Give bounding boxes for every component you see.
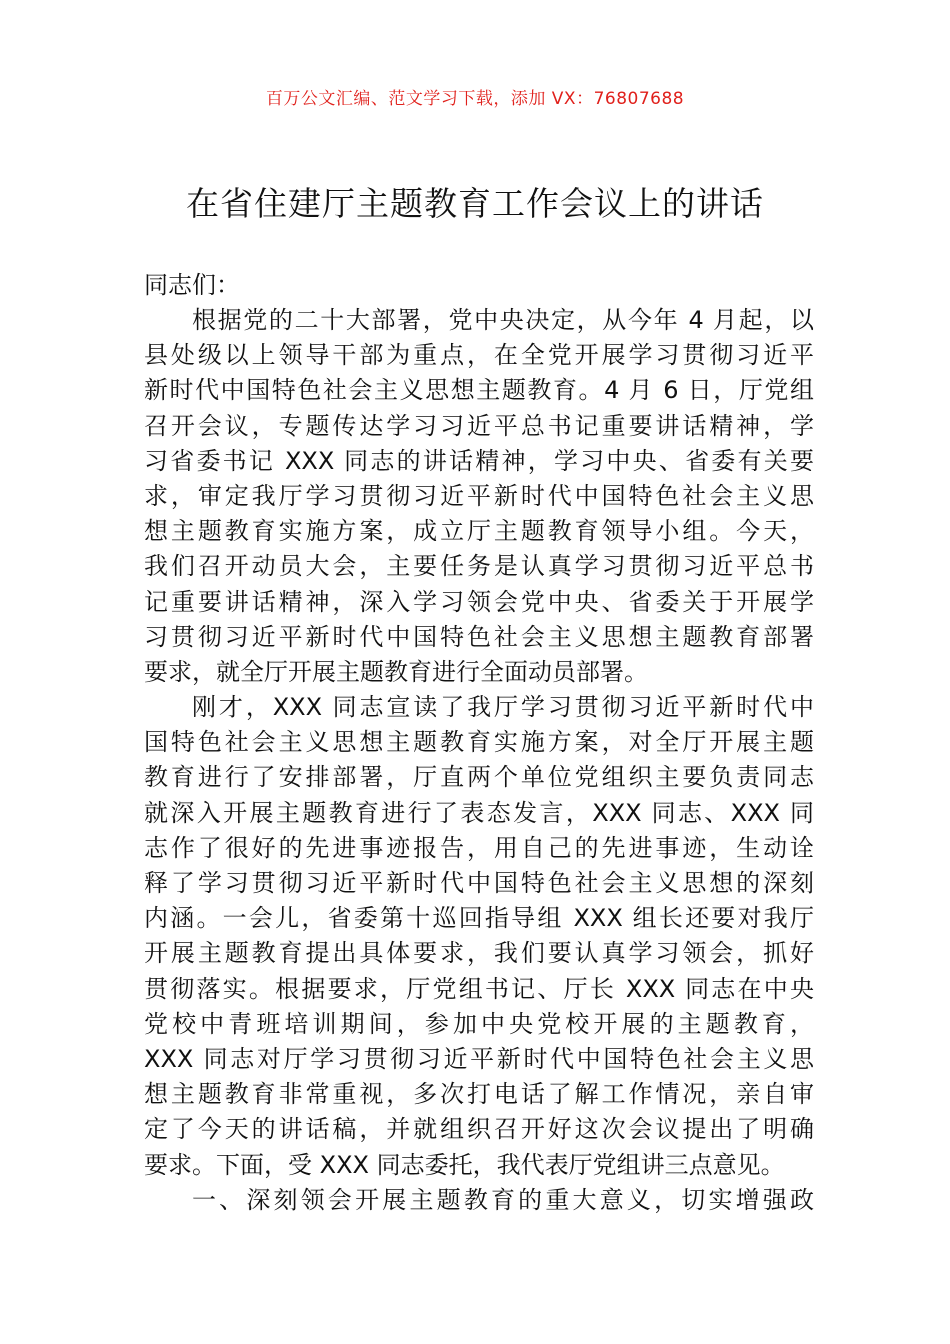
text-line: 刚才，XXX 同志宣读了我厅学习贯彻习近平新时代中 <box>192 693 814 722</box>
text-line: 国特色社会主义思想主题教育实施方案，对全厅开展主题 <box>144 728 814 757</box>
text-line: 教育进行了安排部署，厅直两个单位党组织主要负责同志 <box>144 763 814 792</box>
text-line: 新时代中国特色社会主义思想主题教育。4 月 6 日，厅党组 <box>144 376 814 405</box>
text-line: 党校中青班培训期间，参加中央党校开展的主题教育， <box>144 1009 814 1038</box>
text-line: XXX 同志对厅学习贯彻习近平新时代中国特色社会主义思 <box>144 1044 814 1073</box>
text-line: 释了学习贯彻习近平新时代中国特色社会主义思想的深刻 <box>144 869 814 897</box>
text-line: 要求，就全厅开展主题教育进行全面动员部署。 <box>144 657 648 686</box>
text-line: 县处级以上领导干部为重点，在全党开展学习贯彻习近平 <box>144 341 814 370</box>
text-line: 开展主题教育提出具体要求，我们要认真学习领会，抓好 <box>144 939 814 968</box>
text-line: 内涵。一会儿，省委第十巡回指导组 XXX 组长还要对我厅 <box>144 904 814 933</box>
text-line: 志作了很好的先进事迹报告，用自己的先进事迹，生动诠 <box>144 833 814 862</box>
text-line: 记重要讲话精神，深入学习领会党中央、省委关于开展学 <box>144 587 814 616</box>
document-title: 在省住建厅主题教育工作会议上的讲话 <box>186 184 764 223</box>
text-line: 我们召开动员大会，主要任务是认真学习贯彻习近平总书 <box>144 552 814 581</box>
text-line: 根据党的二十大部署，党中央决定，从今年 4 月起，以 <box>192 306 814 334</box>
text-line: 想主题教育实施方案，成立厅主题教育领导小组。今天， <box>144 517 814 546</box>
text-line: 习贯彻习近平新时代中国特色社会主义思想主题教育部署 <box>144 622 814 651</box>
document-body <box>144 268 814 1218</box>
text-line: 召开会议，专题传达学习习近平总书记重要讲话精神，学 <box>144 411 814 440</box>
section-heading-line: 一、深刻领会开展主题教育的重大意义，切实增强政 <box>192 1185 814 1214</box>
text-line: 就深入开展主题教育进行了表态发言，XXX 同志、XXX 同 <box>144 798 814 827</box>
text-line: 习省委书记 XXX 同志的讲话精神，学习中央、省委有关要 <box>144 446 814 475</box>
text-line: 求，审定我厅学习贯彻习近平新时代中国特色社会主义思 <box>144 481 814 510</box>
text-line: 想主题教育非常重视，多次打电话了解工作情况，亲自审 <box>144 1080 814 1109</box>
text-line: 要求。下面，受 XXX 同志委托，我代表厅党组讲三点意见。 <box>144 1150 785 1179</box>
text-line: 贯彻落实。根据要求，厅党组书记、厅长 XXX 同志在中央 <box>144 974 814 1003</box>
text-line: 定了今天的讲话稿，并就组织召开好这次会议提出了明确 <box>144 1115 814 1144</box>
salutation: 同志们： <box>144 271 240 299</box>
download-notice: 百万公文汇编、范文学习下载，添加 VX：76807688 <box>265 89 685 109</box>
